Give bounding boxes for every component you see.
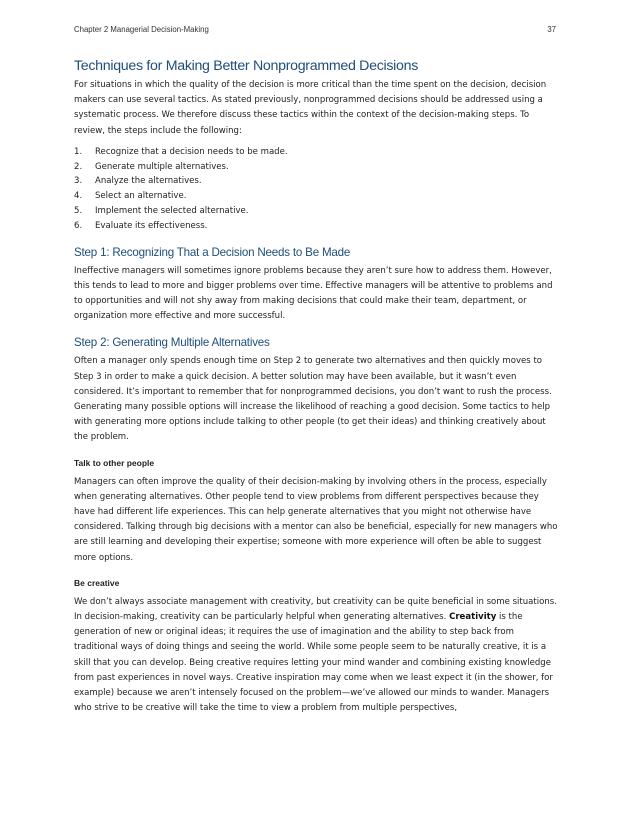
list-item-text: Analyze the alternatives. — [95, 176, 202, 187]
list-item-number: 3. — [74, 176, 83, 187]
list-item-number: 4. — [74, 191, 83, 202]
list-item — [74, 160, 560, 175]
list-item-number: 6. — [74, 220, 83, 231]
list-item-number: 5. — [74, 206, 83, 216]
step1-paragraph: Ineffective managers will sometimes ignore problems because they aren’t sure how to address them. However, this tends to lead to more and bigger problems over time. Effective managers will be attentive to problems and to opportunities and will not shy away from making decisions that could make their team, department, or organization more effective and more successful. — [74, 265, 553, 322]
section-title: Techniques for Making Better Nonprogrammed Decisions — [74, 58, 418, 74]
step2-paragraph: Often a manager only spends enough time on Step 2 to generate two alternatives and then quickly moves to Step 3 in order to make a quick decision. A better solution may have been available, but it wasn’t even considered. It’s important to remember that for nonprogrammed decisions, you don’t want to rush the process. Generating many possible options will increase the likelihood of reaching a good decision. Some tactics to help with generating more options include talking to other people (to get their ideas) and thinking creatively about the problem. — [74, 356, 552, 443]
page-number: 37 — [547, 25, 556, 34]
creative-text-before: We don’t always associate management with creativity, but creativity can be quite beneficial in some situations. In decision-making, creativity can be particularly helpful when generating alternatives. — [74, 596, 557, 623]
list-item — [74, 145, 560, 160]
list-item — [74, 204, 560, 219]
list-item-number: 1. — [74, 146, 83, 157]
list-item-text: Select an alternative. — [95, 191, 187, 202]
talk-paragraph: Managers can often improve the quality of their decision-making by involving others in the process, especially when generating alternatives. Other people tend to view problems from different perspectives because they have had different life experiences. This can help generate alternatives that you might not otherwise have considered. Talking through big decisions with a mentor can also be beneficial, especially for new managers who are still learning and developing their expertise; someone with more experience will often be able to suggest more options. — [74, 476, 558, 563]
list-item — [74, 219, 560, 234]
creative-heading: Be creative — [74, 577, 120, 588]
intro-paragraph: For situations in which the quality of the decision is more critical than the time spent on the decision, decision makers can use several tactics. As stated previously, nonprogrammed decisions should be addressed using a systematic process. We therefore discuss these tactics within the context of the decision-making steps. To review, the steps include the following: — [74, 80, 547, 136]
chapter-title: Chapter 2 Managerial Decision-Making — [74, 25, 209, 34]
step1-heading: Step 1: Recognizing That a Decision Needs to Be Made — [74, 245, 351, 259]
list-item — [74, 174, 560, 189]
list-item-text: Implement the selected alternative. — [95, 206, 249, 216]
running-header — [74, 25, 556, 34]
list-item-text: Generate multiple alternatives. — [95, 161, 229, 172]
creative-paragraph — [74, 595, 560, 717]
talk-heading: Talk to other people — [74, 457, 155, 468]
list-item-text: Recognize that a decision needs to be made. — [95, 146, 288, 157]
creative-text-after: is the generation of new or original ideas; it requires the use of imagination and the ability to step back from traditional ways of doing things and seeing the world. While some people seem to be naturally creative, it is a skill that you can develop. Being creative requires letting your mind wander and combining existing knowledge from past experiences in novel ways. Creative inspiration may come when we least expect it (in the shower, for example) because we aren’t intensely focused on the problem—we’ve allowed our minds to wander. Managers who strive to be creative will take the time to view a problem from multiple perspectives, — [74, 612, 553, 714]
step2-heading: Step 2: Generating Multiple Alternatives — [74, 336, 270, 350]
list-item-number: 2. — [74, 161, 83, 172]
list-item-text: Evaluate its effectiveness. — [95, 220, 208, 231]
creativity-key-term: Creativity — [449, 612, 497, 623]
decision-steps-list — [74, 145, 560, 234]
page-content — [74, 58, 560, 716]
list-item — [74, 189, 560, 204]
